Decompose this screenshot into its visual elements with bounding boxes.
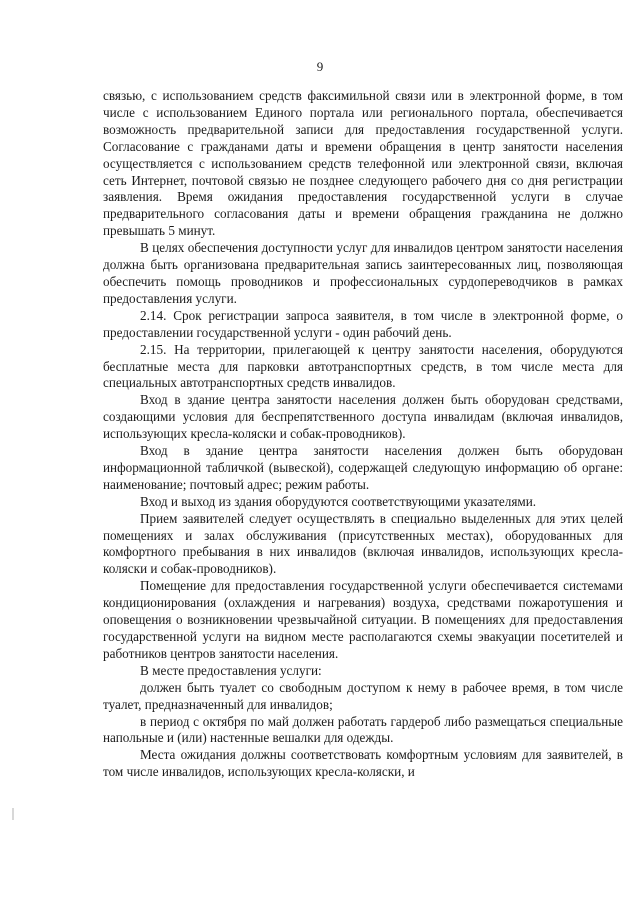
paragraph: Помещение для предоставления государственной услуги обеспечивается системами кондиционирования (охлаждения и нагревания) воздуха, средствами пожаротушения и оповещения о возникновении чрезвычайной ситуации. В помещениях для предоставления государственной услуги на видном месте располагаются схемы эвакуации посетителей и работников центров занятости населения. (103, 578, 623, 661)
paragraph: Вход в здание центра занятости населения должен быть оборудован информационной табличкой (вывеской), содержащей следующую информацию об органе: наименование; почтовый адрес; режим работы. (103, 443, 623, 492)
paragraph: Вход в здание центра занятости населения должен быть оборудован средствами, создающими условия для беспрепятственного доступа инвалидам (включая инвалидов, использующих кресла-коляски и собак-проводников). (103, 392, 623, 442)
paragraph: должен быть туалет со свободным доступом к нему в рабочее время, в том числе туалет, предназначенный для инвалидов; (103, 679, 623, 712)
paragraph: 2.14. Срок регистрации запроса заявителя, в том числе в электронной форме, о предоставлении государственной услуги - один рабочий день. (103, 307, 623, 340)
paragraph: Места ожидания должны соответствовать комфортным условиям для заявителей, в том числе инвалидов, использующих кресла-коляски, и (103, 747, 623, 780)
page-number: 9 (316, 59, 324, 74)
paragraph: В целях обеспечения доступности услуг для инвалидов центром занятости населения должна быть организована предварительная запись заинтересованных лиц, позволяющая обеспечить помощь проводников и профессиональных сурдопереводчиков в рамках предоставления услуги. (103, 240, 623, 306)
paragraph: в период с октября по май должен работать гардероб либо размещаться специальные напольные и (или) настенные вешалки для одежды. (103, 713, 623, 746)
paragraph: В месте предоставления услуги: (140, 662, 322, 678)
scan-artifact (12, 808, 14, 820)
paragraph: Вход и выход из здания оборудуются соответствующими указателями. (140, 493, 537, 509)
paragraph: 2.15. На территории, прилегающей к центру занятости населения, оборудуются бесплатные места для парковки автотранспортных средств, в том числе места для специальных автотранспортных средств инвалидов. (103, 341, 623, 391)
document-body (103, 88, 623, 781)
paragraph: связью, с использованием средств факсимильной связи или в электронной форме, в том числе с использованием Единого портала или регионального портала, обеспечивается возможность предварительной записи для предоставления государственной услуги. Согласование с гражданами даты и времени обращения в центр занятости населения осуществляется с использованием средств телефонной или электронной связи, включая сеть Интернет, почтовой связью не позднее следующего рабочего дня со дня регистрации заявления. Время ожидания предоставления государственной услуги в случае предварительного согласования даты и времени обращения гражданина не должно превышать 5 минут. (103, 88, 623, 239)
paragraph: Прием заявителей следует осуществлять в специально выделенных для этих целей помещениях и залах обслуживания (присутственных местах), оборудованных для комфортного пребывания в них инвалидов (включая инвалидов, использующих кресла-коляски и собак-проводников). (103, 510, 623, 577)
